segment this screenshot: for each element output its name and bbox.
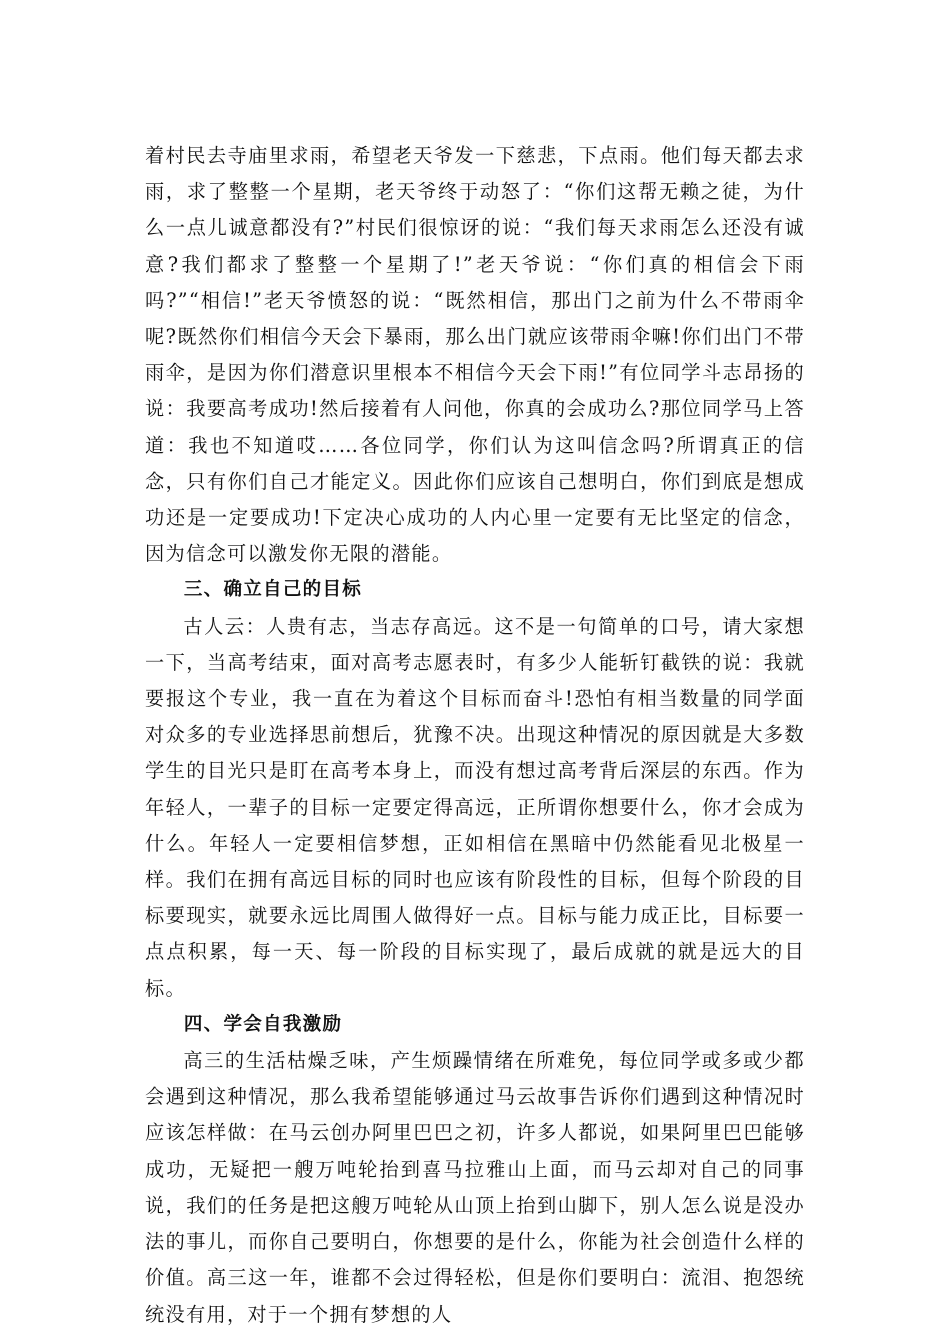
document-body	[145, 138, 805, 1333]
paragraph-goals: 古人云：人贵有志，当志存高远。这不是一句简单的口号，请大家想一下，当高考结束，面对高考志愿表时，有多少人能斩钉截铁的说：我就要报这个专业，我一直在为着这个目标而奋斗!恐怕有相当数量的同学面对众多的专业选择思前想后，犹豫不决。出现这种情况的原因就是大多数学生的目光只是盯在高考本身上，而没有想过高考背后深层的东西。作为年轻人，一辈子的目标一定要定得高远，正所谓你想要什么，你才会成为什么。年轻人一定要相信梦想，正如相信在黑暗中仍然能看见北极星一样。我们在拥有高远目标的同时也应该有阶段性的目标，但每个阶段的目标要现实，就要永远比周围人做得好一点。目标与能力成正比，目标要一点点积累，每一天、每一阶段的目标实现了，最后成就的就是远大的目标。	[145, 614, 805, 1000]
paragraph-motivation: 高三的生活枯燥乏味，产生烦躁情绪在所难免，每位同学或多或少都会遇到这种情况，那么我希望能够通过马云故事告诉你们遇到这种情况时应该怎样做：在马云创办阿里巴巴之初，许多人都说，如果阿里巴巴能够成功，无疑把一艘万吨轮抬到喜马拉雅山上面，而马云却对自己的同事说，我们的任务是把这艘万吨轮从山顶上抬到山脚下，别人怎么说是没办法的事儿，而你自己要明白，你想要的是什么，你能为社会创造什么样的价值。高三这一年，谁都不会过得轻松，但是你们要明白：流泪、抱怨统统没有用，对于一个拥有梦想的人	[145, 1049, 805, 1326]
section-heading-3: 三、确立自己的目标	[183, 579, 363, 601]
paragraph-continuation: 着村民去寺庙里求雨，希望老天爷发一下慈悲，下点雨。他们每天都去求雨，求了整整一个星期，老天爷终于动怒了：“你们这帮无赖之徒，为什么一点儿诚意都没有?”村民们很惊讶的说：“我们每天求雨怎么还没有诚意?我们都求了整整一个星期了!”老天爷说：“你们真的相信会下雨吗?”“相信!”老天爷愤怒的说：“既然相信，那出门之前为什么不带雨伞呢?既然你们相信今天会下暴雨，那么出门就应该带雨伞嘛!你们出门不带雨伞，是因为你们潜意识里根本不相信今天会下雨!”有位同学斗志昂扬的说：我要高考成功!然后接着有人问他，你真的会成功么?那位同学马上答道：我也不知道哎……各位同学，你们认为这叫信念吗?所谓真正的信念，只有你们自己才能定义。因此你们应该自己想明白，你们到底是想成功还是一定要成功!下定决心成功的人内心里一定要有无比坚定的信念，因为信念可以激发你无限的潜能。	[145, 144, 805, 566]
section-heading-4: 四、学会自我激励	[183, 1013, 343, 1035]
